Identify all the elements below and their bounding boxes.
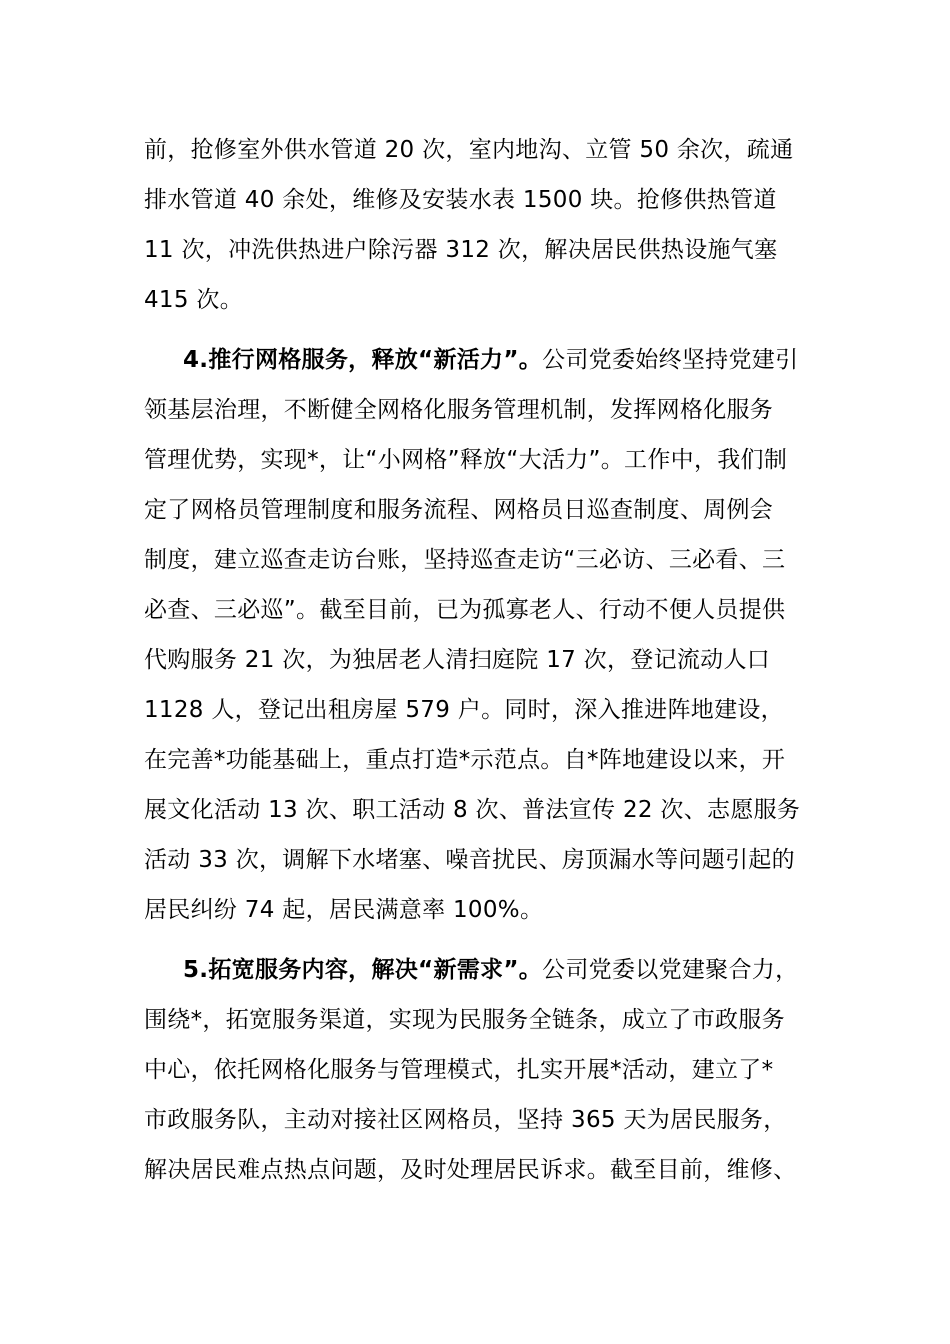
text-line: 解决居民难点热点问题，及时处理居民诉求。截至目前，维修、 — [144, 1157, 797, 1183]
text-line: 展文化活动 13 次、职工活动 8 次、普法宣传 22 次、志愿服务 — [144, 797, 801, 823]
text-line: 排水管道 40 余处，维修及安装水表 1500 块。抢修供热管道 — [144, 187, 777, 213]
text-line: 代购服务 21 次，为独居老人清扫庭院 17 次，登记流动人口 — [144, 647, 771, 673]
text-line: 中心，依托网格化服务与管理模式，扎实开展*活动，建立了* — [144, 1057, 774, 1083]
text-line: 管理优势，实现*，让“小网格”释放“大活力”。工作中，我们制 — [144, 447, 788, 473]
text-line: 415 次。 — [144, 287, 244, 313]
text-run: 公司党委以党建聚合力， — [542, 957, 799, 983]
text-line: 居民纠纷 74 起，居民满意率 100%。 — [144, 897, 544, 923]
paragraph-first-line — [183, 345, 798, 375]
text-line: 定了网格员管理制度和服务流程、网格员日巡查制度、周例会 — [144, 497, 774, 523]
text-line: 制度，建立巡查走访台账，坚持巡查走访“三必访、三必看、三 — [144, 547, 786, 573]
text-run: 公司党委始终坚持党建引 — [542, 347, 799, 373]
paragraph-first-line — [183, 955, 798, 985]
text-line: 必查、三必巡”。截至目前，已为孤寡老人、行动不便人员提供 — [144, 597, 786, 623]
text-line: 前，抢修室外供水管道 20 次，室内地沟、立管 50 余次，疏通 — [144, 137, 794, 163]
text-line: 活动 33 次，调解下水堵塞、噪音扰民、房顶漏水等问题引起的 — [144, 847, 795, 873]
text-line: 围绕*，拓宽服务渠道，实现为民服务全链条，成立了市政服务 — [144, 1007, 785, 1033]
text-line: 在完善*功能基础上，重点打造*示范点。自*阵地建设以来，开 — [144, 747, 786, 773]
section-heading: 4.推行网格服务，释放“新活力”。 — [183, 347, 543, 373]
text-line: 市政服务队，主动对接社区网格员，坚持 365 天为居民服务， — [144, 1107, 787, 1133]
text-line: 领基层治理，不断健全网格化服务管理机制，发挥网格化服务 — [144, 397, 774, 423]
text-line: 1128 人，登记出租房屋 579 户。同时，深入推进阵地建设， — [144, 697, 784, 723]
section-heading: 5.拓宽服务内容，解决“新需求”。 — [183, 957, 543, 983]
text-line: 11 次，冲洗供热进户除污器 312 次，解决居民供热设施气塞 — [144, 237, 778, 263]
